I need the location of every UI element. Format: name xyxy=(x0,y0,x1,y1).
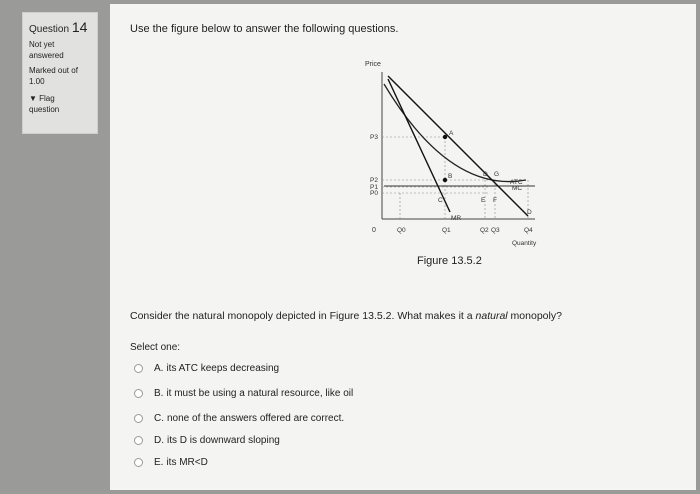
quantity-tick-label: Q3 xyxy=(491,227,500,234)
radio-icon[interactable] xyxy=(134,414,143,423)
option-c[interactable] xyxy=(134,413,344,424)
radio-icon[interactable] xyxy=(134,436,143,445)
curve-label: MR xyxy=(451,215,462,222)
curve-label: D xyxy=(527,209,532,216)
option-d[interactable] xyxy=(134,435,280,446)
flag-label-2: question xyxy=(29,105,60,114)
point-label: F xyxy=(493,197,497,204)
question-text-emphasis: natural xyxy=(475,310,508,322)
figure-caption: Figure 13.5.2 xyxy=(417,255,482,267)
question-text-part-2: monopoly? xyxy=(507,310,562,322)
option-letter: A. xyxy=(154,363,164,374)
question-text xyxy=(130,310,562,322)
option-text: its ATC keeps decreasing xyxy=(166,363,280,374)
option-letter: D. xyxy=(154,435,164,446)
answer-status xyxy=(29,39,91,61)
option-text: none of the answers offered are correct. xyxy=(167,413,345,424)
option-text: it must be using a natural resource, like oil xyxy=(166,388,354,399)
quantity-tick-label: Q0 xyxy=(397,227,406,234)
y-axis-label: Price xyxy=(365,61,381,68)
option-text: its D is downward sloping xyxy=(167,435,280,446)
point-label: C xyxy=(438,197,443,204)
option-letter: B. xyxy=(154,388,164,399)
question-text-part: Consider the natural monopoly depicted in Figure 13.5.2. What makes it a xyxy=(130,310,476,322)
price-tick-label: P0 xyxy=(370,190,378,197)
question-info-panel xyxy=(22,12,98,134)
marks-info xyxy=(29,65,91,87)
marked-line-2: 1.00 xyxy=(29,77,45,86)
question-number-value: 14 xyxy=(71,19,88,35)
option-letter: E. xyxy=(154,457,164,468)
price-tick-label: P2 xyxy=(370,177,378,184)
question-label: Question xyxy=(29,24,70,35)
point-label: A xyxy=(449,130,454,137)
flag-label: Flag xyxy=(39,94,55,103)
option-letter: C. xyxy=(154,413,164,424)
monopoly-figure xyxy=(360,54,560,264)
flag-question-button[interactable] xyxy=(29,93,91,115)
radio-icon[interactable] xyxy=(134,364,143,373)
figure-labels xyxy=(370,130,537,247)
point-a xyxy=(443,135,447,139)
flag-icon: ▼ xyxy=(29,94,40,103)
demand-line xyxy=(388,76,528,216)
origin-label: 0 xyxy=(372,227,376,234)
option-text: its MR<D xyxy=(166,457,208,468)
point-label: D xyxy=(483,171,488,178)
option-b[interactable] xyxy=(134,388,353,399)
point-b xyxy=(443,178,447,182)
question-number xyxy=(29,19,91,35)
radio-icon[interactable] xyxy=(134,389,143,398)
instructions-text: Use the figure below to answer the following questions. xyxy=(130,23,399,35)
point-label: B xyxy=(448,173,453,180)
x-axis-label: Quantity xyxy=(512,240,537,247)
status-line-2: answered xyxy=(29,51,64,60)
marked-line-1: Marked out of xyxy=(29,66,78,75)
radio-icon[interactable] xyxy=(134,458,143,467)
atc-curve xyxy=(384,84,526,182)
quantity-tick-label: Q1 xyxy=(442,227,451,234)
price-tick-label: P1 xyxy=(370,184,378,191)
question-content xyxy=(110,4,696,490)
price-tick-label: P3 xyxy=(370,134,378,141)
quantity-tick-label: Q2 xyxy=(480,227,489,234)
curve-label: MC xyxy=(512,185,523,192)
figure-svg xyxy=(360,54,560,264)
select-one-label: Select one: xyxy=(130,342,181,353)
option-a[interactable] xyxy=(134,363,279,374)
point-label: E xyxy=(481,197,486,204)
point-label: G xyxy=(494,171,500,178)
option-e[interactable] xyxy=(134,457,208,468)
mr-line xyxy=(388,79,453,212)
quantity-tick-label: Q4 xyxy=(524,227,533,234)
curve-label: ATC xyxy=(510,179,523,186)
status-line-1: Not yet xyxy=(29,40,55,49)
